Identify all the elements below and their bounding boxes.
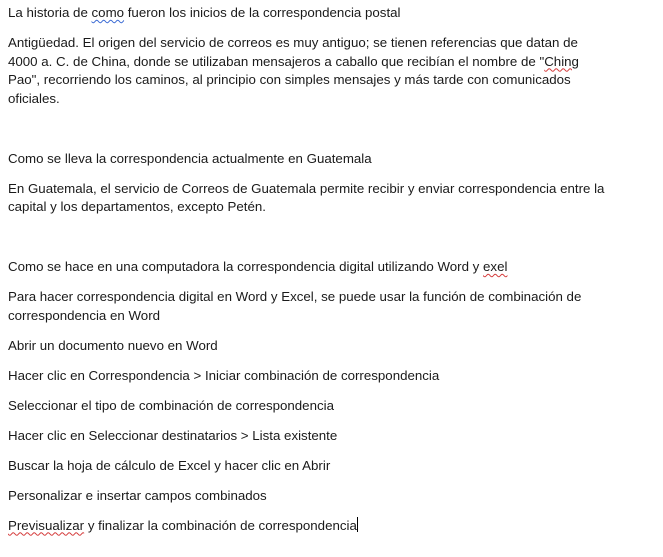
text-segment: y finalizar la combinación de correspondencia: [84, 517, 357, 533]
text-cursor: [357, 517, 358, 532]
blank-line: [8, 120, 608, 150]
step-insert-fields: Personalizar e insertar campos combinados: [8, 487, 267, 503]
step-select-type: Seleccionar el tipo de combinación de correspondencia: [8, 397, 334, 413]
text-segment: La historia de: [8, 5, 92, 20]
blank-line: [8, 228, 608, 258]
spelling-flagged-word[interactable]: Ching: [544, 53, 579, 69]
text-segment: Pao", recorriendo los caminos, al principio con simples mensajes y más tarde con comunicados oficiales.: [8, 72, 571, 106]
step-select-recipients: Hacer clic en Seleccionar destinatarios > Lista existente: [8, 427, 338, 443]
heading-digital-correspondence: [8, 258, 608, 277]
step-preview-finish: [8, 517, 608, 536]
text-segment: fueron los inicios de la correspondencia postal: [124, 5, 401, 20]
heading-guatemala: Como se lleva la correspondencia actualmente en Guatemala: [8, 150, 372, 166]
text-segment: Antigüedad. El origen del servicio de correos es muy antiguo; se tienen referencias que datan de 4000 a. C. de China, donde se utilizaban mensajeros a caballo que recibían el nombre de ": [8, 35, 578, 69]
spelling-flagged-word[interactable]: exel: [483, 259, 508, 274]
step-find-spreadsheet: Buscar la hoja de cálculo de Excel y hacer clic en Abrir: [8, 457, 331, 473]
grammar-flagged-word[interactable]: como: [91, 5, 125, 20]
step-open-document: Abrir un documento nuevo en Word: [8, 337, 218, 353]
text-segment: Como se hace en una computadora la correspondencia digital utilizando Word y: [8, 259, 484, 274]
paragraph-mail-merge: Para hacer correspondencia digital en Word y Excel, se puede usar la función de combinación de correspondencia en Word: [8, 289, 582, 323]
heading-postal-history: [8, 4, 608, 23]
paragraph-guatemala: En Guatemala, el servicio de Correos de Guatemala permite recibir y enviar correspondencia entre la capital y los departamentos, excepto Petén.: [8, 180, 605, 214]
paragraph-antiquity: [8, 34, 608, 108]
document-body[interactable]: [8, 4, 608, 547]
spelling-flagged-word[interactable]: Previsualizar: [8, 517, 85, 533]
step-start-merge: Hacer clic en Correspondencia > Iniciar combinación de correspondencia: [8, 367, 440, 383]
